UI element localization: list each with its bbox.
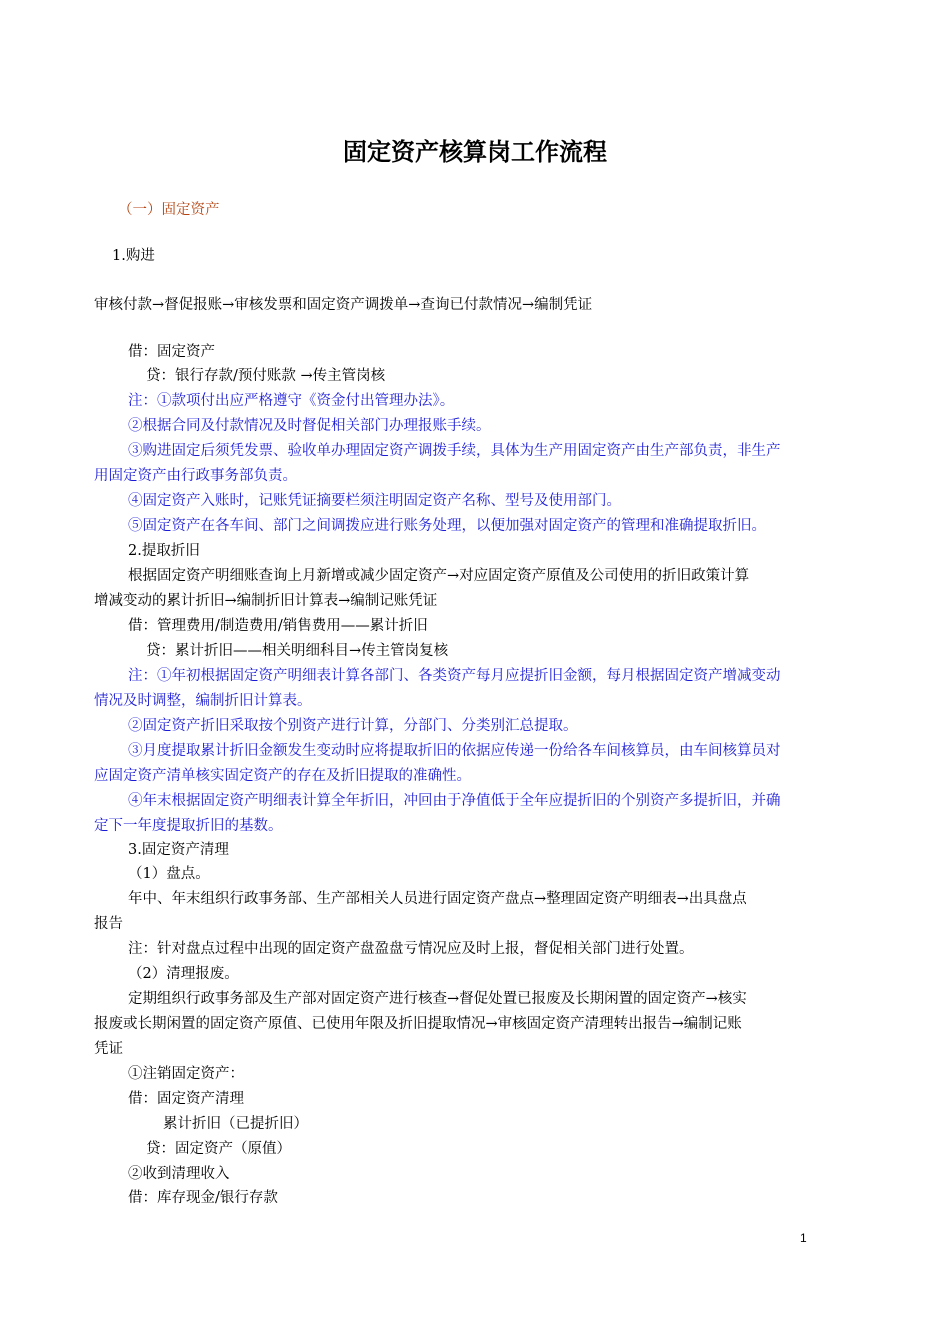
depreciation-credit: 贷：累计折旧——相关明细科目→传主管岗复核 bbox=[146, 643, 449, 659]
depreciation-flow-cont: 增减变动的累计折旧→编制折旧计算表→编制记账凭证 bbox=[94, 593, 438, 609]
cancel-asset-credit: 贷：固定资产（原值） bbox=[146, 1141, 291, 1157]
subsection-heading-purchase: 1.购进 bbox=[112, 248, 155, 264]
depreciation-debit: 借：管理费用/制造费用/销售费用——累计折旧 bbox=[128, 618, 428, 634]
inventory-text: 年中、年末组织行政事务部、生产部相关人员进行固定资产盘点→整理固定资产明细表→出具盘点 bbox=[128, 891, 747, 907]
clearance-income-debit: 借：库存现金/银行存款 bbox=[128, 1190, 278, 1206]
scrap-text-cont-1: 报废或长期闲置的固定资产原值、已使用年限及折旧提取情况→审核固定资产清理转出报告→编制记账 bbox=[94, 1016, 742, 1032]
section-heading: （一）固定资产 bbox=[118, 202, 220, 218]
depreciation-note-4: ④年末根据固定资产明细表计算全年折旧，冲回由于净值低于全年应提折旧的个别资产多提折旧，并确 bbox=[128, 793, 781, 809]
page-number: 1 bbox=[800, 1231, 807, 1245]
scrap-text-cont-2: 凭证 bbox=[94, 1041, 123, 1057]
cancel-asset-debit: 借：固定资产清理 bbox=[128, 1091, 244, 1107]
purchase-debit: 借：固定资产 bbox=[128, 344, 215, 360]
purchase-note-1: 注：①款项付出应严格遵守《资金付出管理办法》。 bbox=[128, 393, 455, 409]
purchase-note-5: ⑤固定资产在各车间、部门之间调拨应进行账务处理，以便加强对固定资产的管理和准确提取折旧。 bbox=[128, 518, 766, 534]
depreciation-note-1: 注：①年初根据固定资产明细表计算各部门、各类资产每月应提折旧金额，每月根据固定资产增减变动 bbox=[128, 668, 781, 684]
purchase-credit: 贷：银行存款/预付账款 →传主管岗核 bbox=[146, 368, 386, 384]
depreciation-flow: 根据固定资产明细账查询上月新增或减少固定资产→对应固定资产原值及公司使用的折旧政策计算 bbox=[128, 568, 750, 584]
purchase-note-4: ④固定资产入账时，记账凭证摘要栏须注明固定资产名称、型号及使用部门。 bbox=[128, 493, 621, 509]
depreciation-note-3: ③月度提取累计折旧金额发生变动时应将提取折旧的依据应传递一份给各车间核算员，由车间核算员对 bbox=[128, 743, 781, 759]
subsection-heading-disposal: 3.固定资产清理 bbox=[128, 842, 229, 858]
purchase-note-2: ②根据合同及付款情况及时督促相关部门办理报账手续。 bbox=[128, 418, 491, 434]
cancel-asset-debit-2: 累计折旧（已提折旧） bbox=[163, 1116, 308, 1132]
clearance-income-item: ②收到清理收入 bbox=[128, 1166, 230, 1182]
cancel-asset-item: ①注销固定资产： bbox=[128, 1066, 244, 1082]
depreciation-note-3-cont: 应固定资产清单核实固定资产的存在及折旧提取的准确性。 bbox=[94, 768, 471, 784]
scrap-heading: （2）清理报废。 bbox=[128, 966, 239, 982]
scrap-text: 定期组织行政事务部及生产部对固定资产进行核查→督促处置已报废及长期闲置的固定资产→核实 bbox=[128, 991, 747, 1007]
purchase-note-3-cont: 用固定资产由行政事务部负责。 bbox=[94, 468, 297, 484]
depreciation-note-1-cont: 情况及时调整，编制折旧计算表。 bbox=[94, 693, 312, 709]
depreciation-note-4-cont: 定下一年度提取折旧的基数。 bbox=[94, 818, 283, 834]
inventory-heading: （1）盘点。 bbox=[128, 866, 210, 882]
subsection-heading-depreciation: 2.提取折旧 bbox=[128, 543, 200, 559]
page-title: 固定资产核算岗工作流程 bbox=[343, 138, 607, 166]
purchase-note-3: ③购进固定后须凭发票、验收单办理固定资产调拨手续，具体为生产用固定资产由生产部负责，非生产 bbox=[128, 443, 781, 459]
depreciation-note-2: ②固定资产折旧采取按个别资产进行计算，分部门、分类别汇总提取。 bbox=[128, 718, 578, 734]
inventory-text-cont: 报告 bbox=[94, 916, 123, 932]
purchase-flow: 审核付款→督促报账→审核发票和固定资产调拨单→查询已付款情况→编制凭证 bbox=[94, 297, 593, 313]
inventory-note: 注：针对盘点过程中出现的固定资产盘盈盘亏情况应及时上报，督促相关部门进行处置。 bbox=[128, 941, 694, 957]
